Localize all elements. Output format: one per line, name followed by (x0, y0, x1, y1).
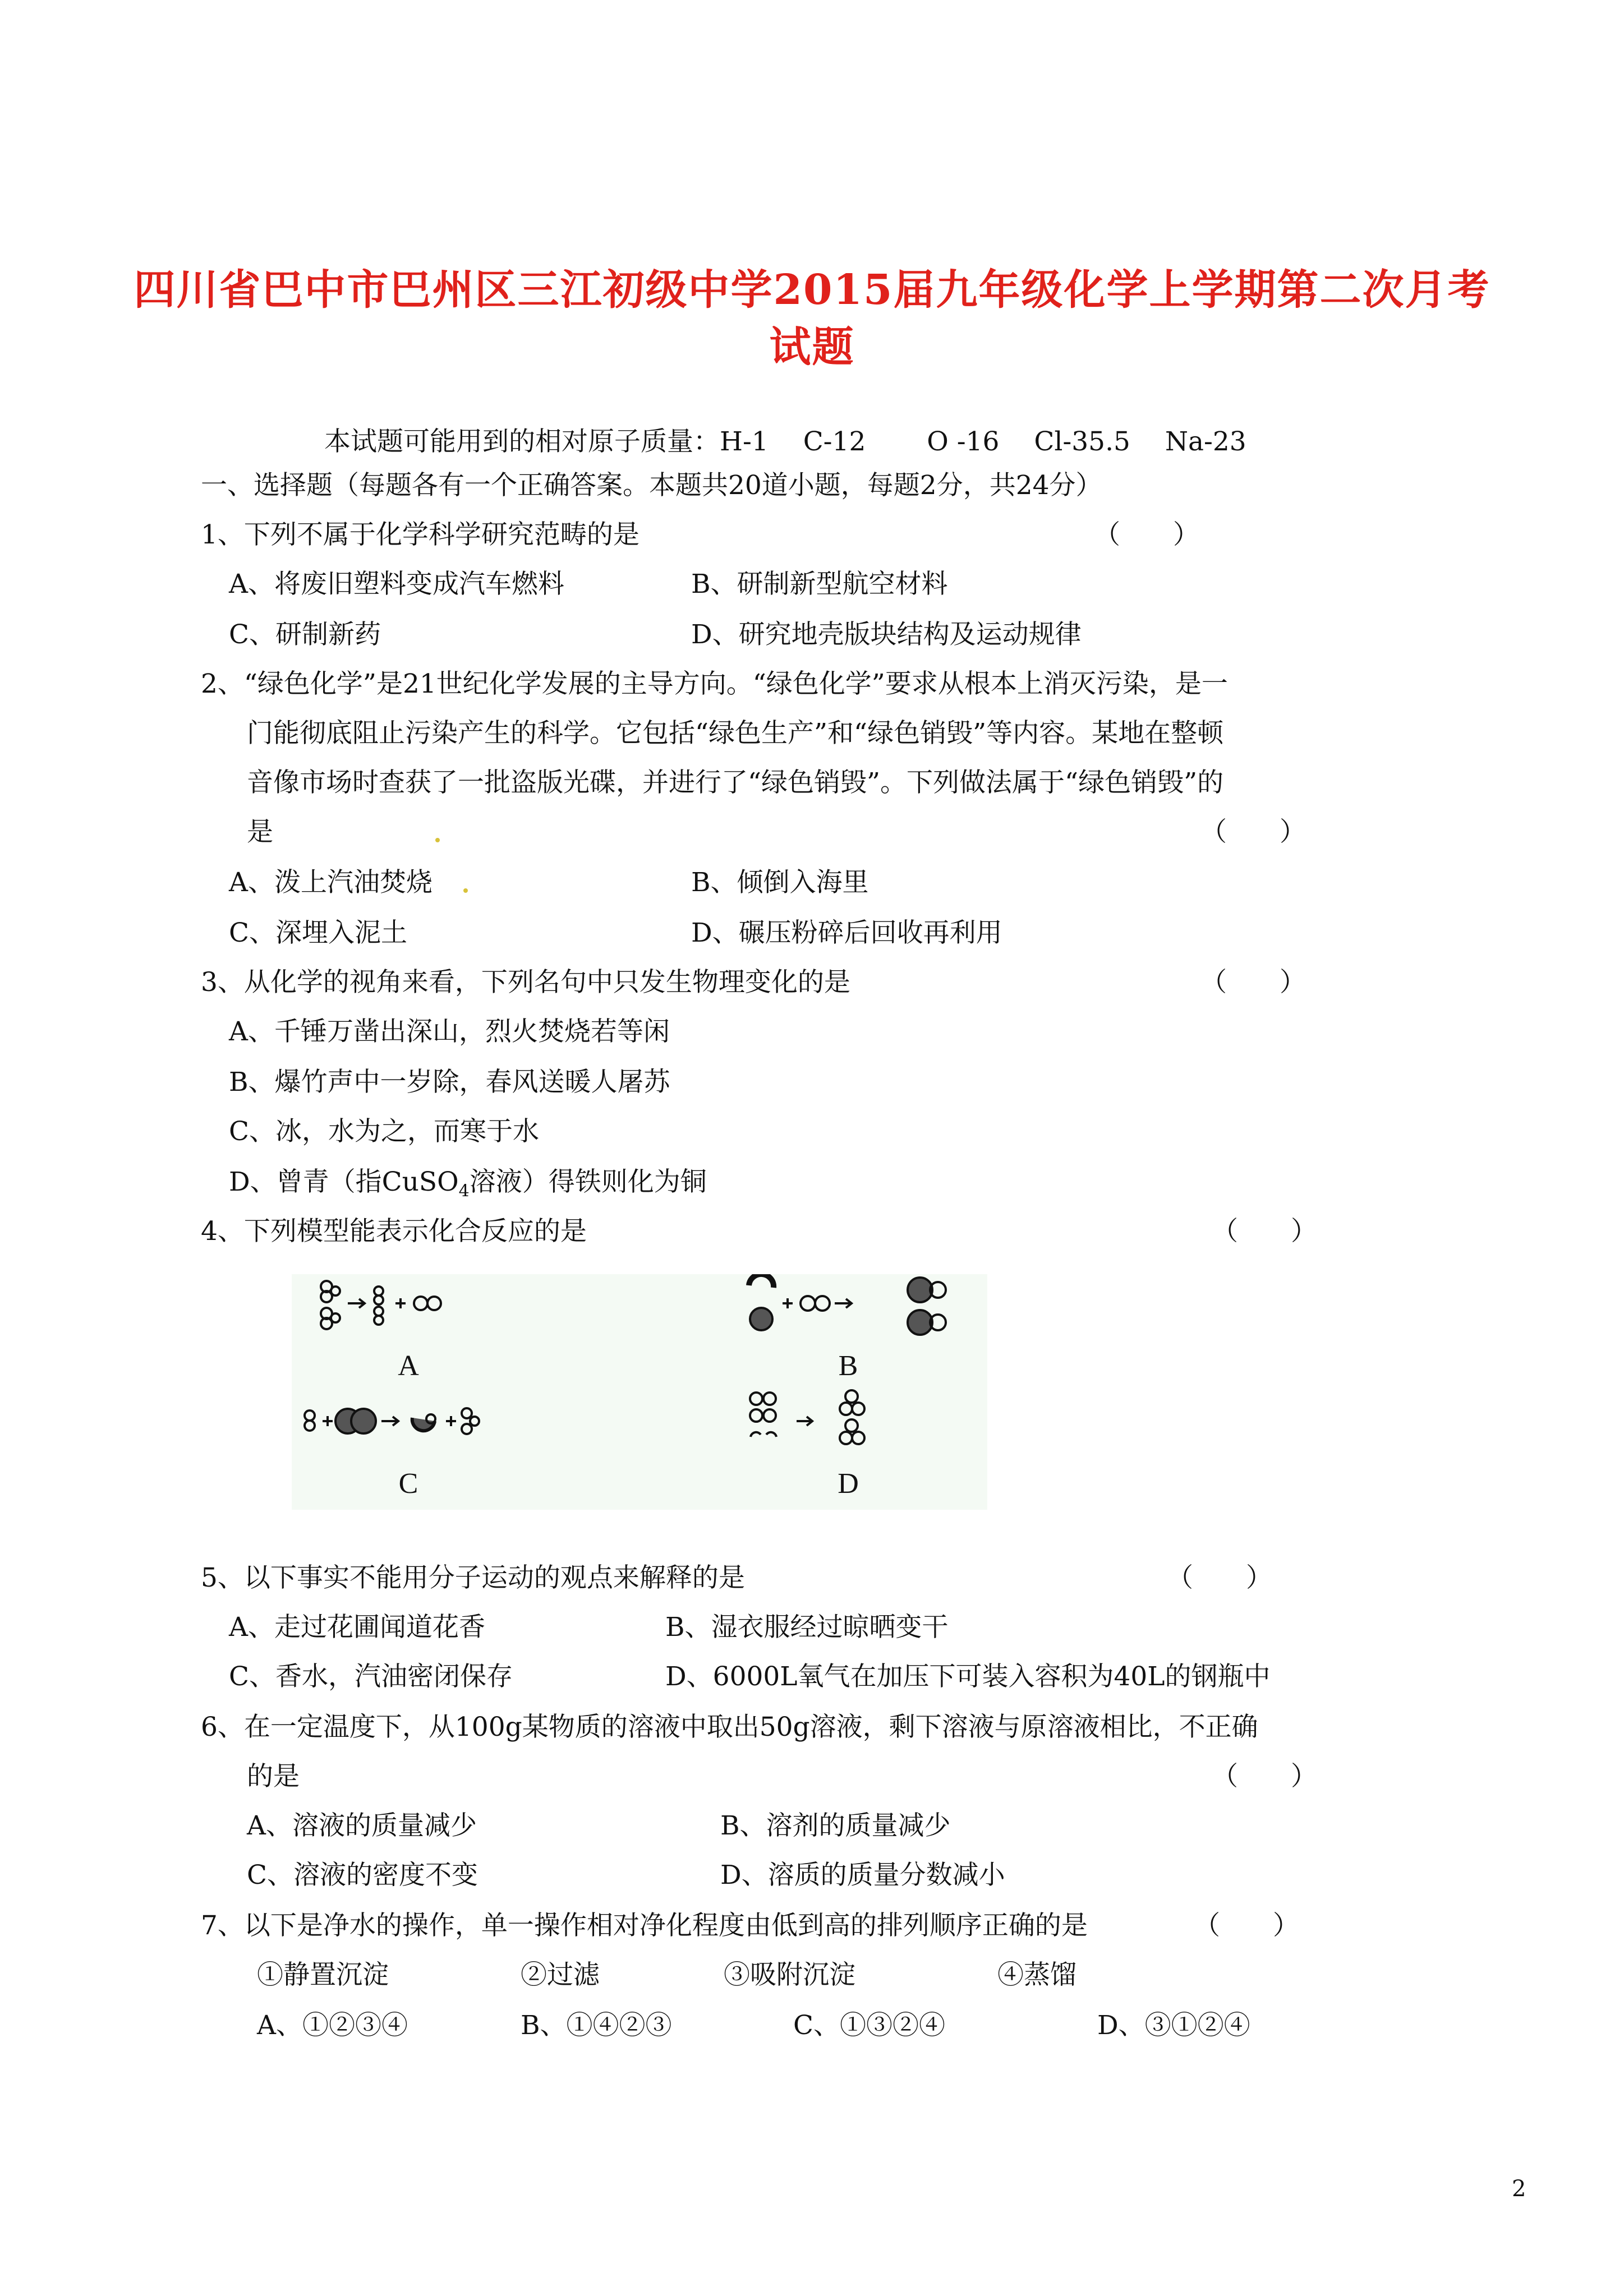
q3-option-a: A、千锤万凿出深山，烈火焚烧若等闲 (229, 1016, 670, 1047)
q3-option-b: B、爆竹声中一岁除，春风送暖人屠苏 (229, 1067, 670, 1098)
q2-line-1: 2、“绿色化学”是21世纪化学发展的主导方向。“绿色化学”要求从根本上消灭污染，是一 (201, 668, 1228, 699)
q5-option-c: C、香水，汽油密闭保存 (229, 1661, 513, 1692)
q2-option-a: A、泼上汽油焚烧 (229, 867, 433, 898)
q6-option-d: D、溶质的质量分数减小 (720, 1860, 1005, 1891)
q2-line-3: 音像市场时查获了一批盗版光碟，并进行了“绿色销毁”。下列做法属于“绿色销毁”的 (247, 767, 1224, 798)
model-label-a: A (398, 1350, 419, 1382)
q1-option-b: B、研制新型航空材料 (691, 569, 948, 600)
model-c (305, 1408, 479, 1434)
q2-option-c: C、深埋入泥土 (229, 918, 407, 948)
q4-answer-blank: （ ） (1212, 1216, 1317, 1247)
page-number: 2 (1512, 2176, 1526, 2202)
model-label-c: C (398, 1468, 418, 1500)
q3-option-d: D、曾青（指CuSO$_4$溶液）得铁则化为铜 (229, 1167, 707, 1201)
q6-option-a: A、溶液的质量减少 (247, 1810, 477, 1841)
q5-stem: 5、以下事实不能用分子运动的观点来解释的是 (201, 1562, 745, 1593)
q6-option-c: C、溶液的密度不变 (247, 1860, 478, 1891)
title-line-2: 试题 (769, 323, 855, 371)
model-b (749, 1274, 946, 1335)
q2-line-4: 是 (247, 817, 273, 847)
q2-option-b: B、倾倒入海里 (691, 867, 869, 898)
q5-answer-blank: （ ） (1167, 1562, 1272, 1593)
q2-option-d: D、碾压粉碎后回收再利用 (691, 918, 1002, 948)
title-line-1: 四川省巴中市巴州区三江初级中学2015届九年级化学上学期第二次月考 (134, 266, 1490, 314)
q6-line-2: 的是 (247, 1761, 300, 1792)
q7-stem: 7、以下是净水的操作，单一操作相对净化程度由低到高的排列顺序正确的是 (201, 1910, 1088, 1941)
q7-answer-blank: （ ） (1194, 1910, 1299, 1941)
q7-option-b: B、①④②③ (521, 2010, 672, 2041)
q7-op-4: ④蒸馏 (997, 1960, 1076, 1990)
q5-option-d: D、6000L氧气在加压下可装入容积为40L的钢瓶中 (665, 1661, 1271, 1692)
q7-op-2: ②过滤 (521, 1960, 600, 1990)
stray-mark (435, 838, 440, 842)
reaction-models (292, 1274, 987, 1510)
model-a (321, 1281, 441, 1329)
q7-option-a: A、①②③④ (257, 2010, 408, 2041)
section-heading: 一、选择题（每题各有一个正确答案。本题共20道小题，每题2分，共24分） (201, 470, 1102, 501)
q5-option-a: A、走过花圃闻道花香 (229, 1612, 485, 1643)
q7-op-1: ①静置沉淀 (257, 1960, 389, 1990)
q1-option-c: C、研制新药 (229, 619, 381, 650)
q2-line-2: 门能彻底阻止污染产生的科学。它包括“绿色生产”和“绿色销毁”等内容。某地在整顿 (247, 718, 1224, 749)
model-label-d: D (838, 1468, 859, 1500)
q7-option-d: D、③①②④ (1097, 2010, 1250, 2041)
reaction-model-figure (292, 1274, 987, 1510)
q6-option-b: B、溶剂的质量减少 (720, 1810, 951, 1841)
q3-option-c: C、冰，水为之，而寒于水 (229, 1116, 539, 1147)
stray-mark (463, 888, 468, 893)
model-label-b: B (838, 1350, 858, 1382)
q1-stem: 1、下列不属于化学科学研究范畴的是 (201, 519, 640, 550)
q2-answer-blank: （ ） (1200, 817, 1306, 847)
q1-option-a: A、将废旧塑料变成汽车燃料 (229, 569, 564, 600)
atomic-masses: 本试题可能用到的相对原子质量：H-1 C-12 O -16 Cl-35.5 Na-23 (324, 426, 1246, 457)
q1-answer-blank: （ ） (1094, 519, 1199, 550)
model-d (750, 1390, 864, 1444)
q4-stem: 4、下列模型能表示化合反应的是 (201, 1216, 587, 1247)
q6-line-1: 6、在一定温度下，从100g某物质的溶液中取出50g溶液，剩下溶液与原溶液相比，不正确 (201, 1712, 1258, 1742)
q3-answer-blank: （ ） (1200, 967, 1306, 998)
q5-option-b: B、湿衣服经过晾晒变干 (665, 1612, 949, 1643)
q3-stem: 3、从化学的视角来看，下列名句中只发生物理变化的是 (201, 967, 850, 998)
q7-option-c: C、①③②④ (793, 2010, 945, 2041)
q1-option-d: D、研究地壳版块结构及运动规律 (691, 619, 1082, 650)
q7-op-3: ③吸附沉淀 (724, 1960, 855, 1990)
q6-answer-blank: （ ） (1212, 1761, 1317, 1792)
